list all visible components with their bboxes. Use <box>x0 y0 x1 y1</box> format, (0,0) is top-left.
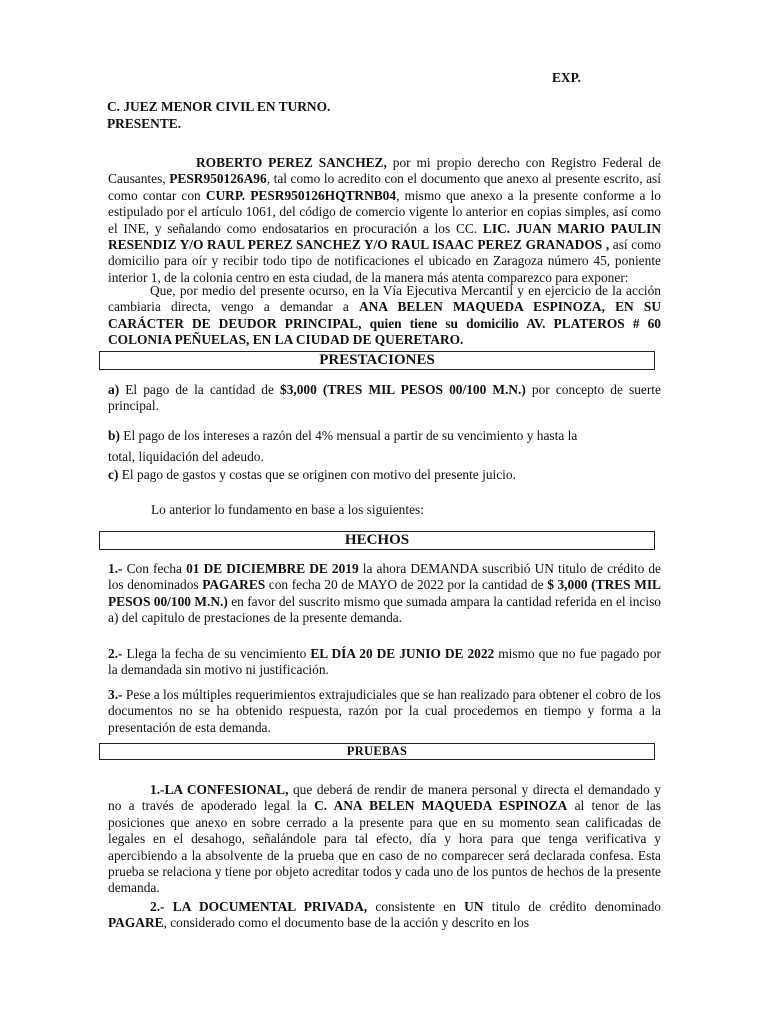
hecho-1-label: 1.- <box>108 561 123 576</box>
prueba-1-name: C. ANA BELEN MAQUEDA ESPINOZA <box>314 798 568 814</box>
demand-text: Que, por medio del presente ocurso, en la Vía Ejecutiva Mercantil y en ejercicio de la acción cambiaria directa, vengo a demandar a <box>108 283 661 315</box>
hecho-1-date: 01 DE DICIEMBRE DE 2019 <box>186 561 359 576</box>
prueba-2-text-2: titulo de crédito denominado <box>483 899 661 914</box>
prueba-2-text-1: consistente en <box>367 899 465 914</box>
addressee-block <box>107 98 330 132</box>
section-title-prestaciones: PRESTACIONES <box>99 351 655 370</box>
hecho-3-label: 3.- <box>108 687 123 702</box>
prueba-1-text-1: que deberá de rendir de manera personal y directa el demandado y no a través de apoderado legal la <box>108 782 661 814</box>
prestacion-c-text: El pago de gastos y costas que se originen con motivo del presente juicio. <box>118 467 516 482</box>
hecho-2-label: 2.- <box>108 646 123 661</box>
curp-value: CURP. PESR950126HQTRNB04 <box>205 187 397 203</box>
prueba-2-pagare: PAGARE <box>108 915 164 931</box>
intro-text-2: , tal como lo acredito con el documento que anexo al presente escrito, así como contar con <box>108 171 661 203</box>
attorneys-names: LIC. JUAN MARIO PAULIN RESENDIZ Y/O RAUL PEREZ SANCHEZ Y/O RAUL ISAAC PEREZ GRANADOS , <box>108 220 661 253</box>
prueba-2 <box>108 899 661 932</box>
prueba-2-un: UN <box>464 899 484 914</box>
hecho-1-text-4: en favor del suscrito mismo que sumada ampara la cantidad referida en el inciso a) del capitulo de prestaciones de la presente demanda. <box>108 593 661 626</box>
fundamento-line: Lo anterior lo fundamento en base a los siguientes: <box>151 502 424 517</box>
prestacion-b-label: b) <box>108 428 120 443</box>
prestacion-b <box>108 425 661 467</box>
intro-text-3: , mismo que anexo a la presente conforme a lo estipulado por el artículo 1061, del código de comercio vigente lo anterior en copias simples, así como el INE, y señalando como endosatarios en procuración a los CC. <box>108 187 661 236</box>
prestacion-a-text-1: El pago de la cantidad de <box>119 382 280 397</box>
prueba-1 <box>108 782 661 897</box>
addressee-presente: PRESENTE. <box>107 116 182 131</box>
defendant-info: ANA BELEN MAQUEDA ESPINOZA, EN SU CARÁCTER DE DEUDOR PRINCIPAL, quien tiene su domicilio AV. PLATEROS # 60 COLONIA PEÑUELAS, EN LA CIUDAD DE QUERETARO. <box>108 299 662 348</box>
hecho-1-amount: $ 3,000 (TRES MIL PESOS 00/100 M.N.) <box>108 577 661 609</box>
hecho-2-text-2: mismo que no fue pagado por la demandada sin motivo ni justificación. <box>108 646 661 678</box>
hecho-2-text-1: Llega la fecha de su vencimiento <box>122 646 311 661</box>
prestacion-a-amount: $3,000 (TRES MIL PESOS 00/100 M.N.) <box>280 382 526 397</box>
rfc-value: PESR950126A96 <box>169 171 267 187</box>
hecho-1-text-1: Con fecha <box>122 561 187 576</box>
hecho-2-date: EL DÍA 20 DE JUNIO DE 2022 <box>310 646 495 661</box>
hecho-1-pagares: PAGARES <box>202 577 266 593</box>
hecho-1-text-2: la ahora DEMANDA suscribió UN titulo de crédito de los denominados <box>108 561 661 593</box>
prueba-2-label: 2.- LA DOCUMENTAL PRIVADA, <box>150 899 368 914</box>
hecho-3 <box>108 687 661 736</box>
intro-text-1: por mi propio derecho con Registro Federal de Causantes, <box>108 155 661 187</box>
hecho-1-text-3: con fecha 20 de MAYO de 2022 por la cantidad de <box>265 577 548 593</box>
prestacion-c-label: c) <box>108 467 119 482</box>
prueba-1-text-2: al tenor de las posiciones que anexo en sobre cerrado a la presente para que en su momento sean calificadas de legales en el desahogo, señalándole para tal efecto, día y hora para que tenga verificativa y apercibiendo a la absolvente de la prueba que en caso de no comparecer será declarada confesa. Esta prueba se relaciona y tiene por objeto acreditar todos y cada uno de los puntos de hechos de la presente demanda. <box>108 798 661 896</box>
prestacion-c <box>108 467 661 483</box>
hecho-1 <box>108 561 661 627</box>
intro-paragraph <box>108 155 661 286</box>
prueba-1-label: 1.-LA CONFESIONAL, <box>150 782 289 797</box>
prestacion-a-label: a) <box>108 382 120 397</box>
expediente-label: EXP. <box>552 70 581 85</box>
prestacion-a <box>108 382 661 415</box>
prestacion-b-text-2: total, liquidación del adeudo. <box>108 449 264 464</box>
addressee-judge: C. JUEZ MENOR CIVIL EN TURNO. <box>107 99 331 114</box>
hecho-3-text: Pese a los múltiples requerimientos extrajudiciales que se han realizado para obtener el cobro de los documentos no se ha obtenido respuesta, razón por la cual procedemos en tiempo y forma a la presentación de esta demanda. <box>108 687 661 735</box>
hecho-2 <box>108 646 661 679</box>
prueba-2-text-3: , considerado como el documento base de la acción y descrito en los <box>163 915 530 931</box>
prestacion-a-text-2: por concepto de suerte principal. <box>108 382 661 414</box>
section-title-pruebas: PRUEBAS <box>99 743 655 760</box>
section-title-hechos: HECHOS <box>99 531 655 550</box>
intro-text-4: así como domicilio para oír y recibir todo tipo de notificaciones el ubicado en Zaragoza número 45, poniente interior 1, de la colonia centro en esta ciudad, de la manera más atenta comparezco para exponer: <box>108 237 661 285</box>
plaintiff-name: ROBERTO PEREZ SANCHEZ, <box>196 155 387 170</box>
prestacion-b-text-1: El pago de los intereses a razón del 4% mensual a partir de su vencimiento y hasta la <box>119 428 578 443</box>
demand-paragraph <box>108 283 661 349</box>
